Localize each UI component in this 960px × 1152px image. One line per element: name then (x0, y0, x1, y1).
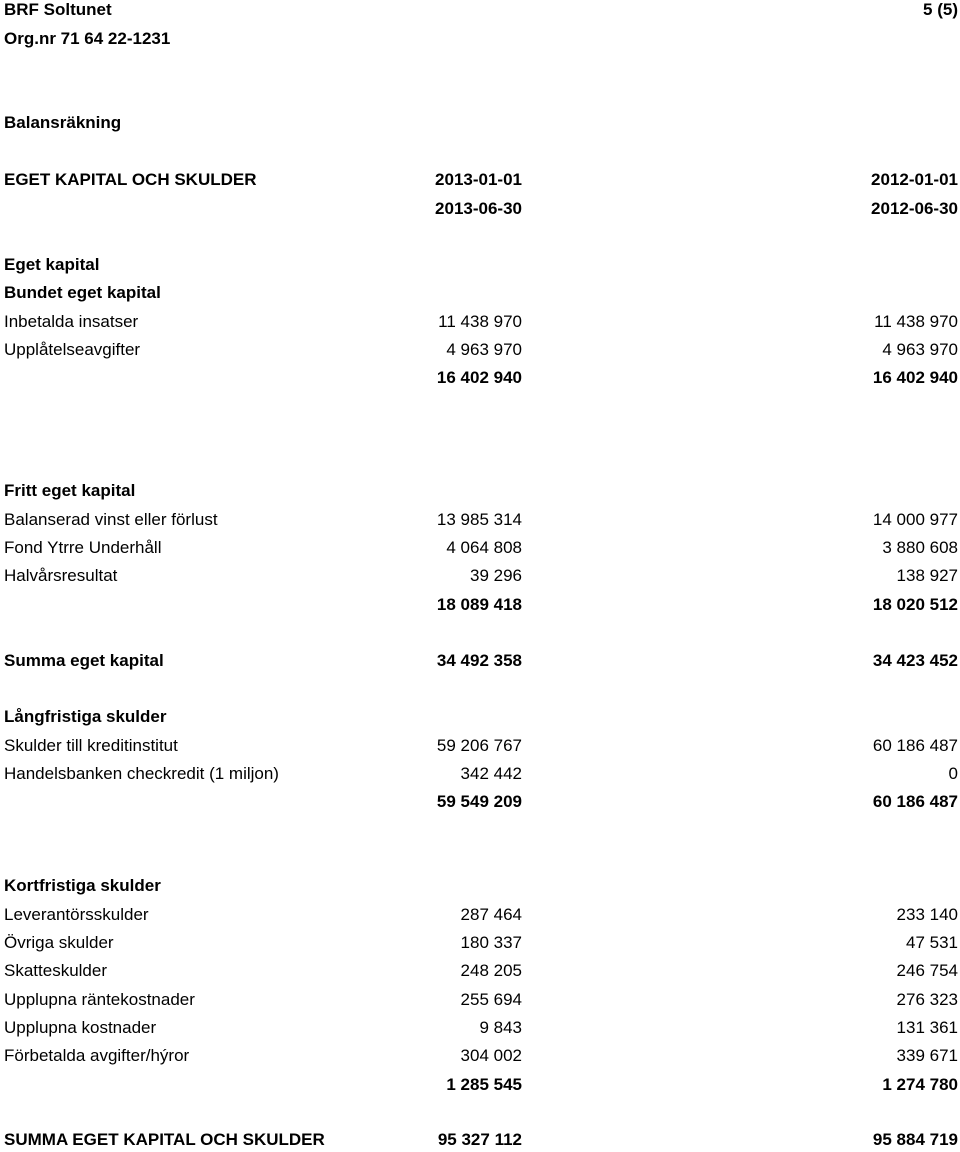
fritt-heading: Fritt eget kapital (4, 481, 136, 500)
row-label: Förbetalda avgifter/hýror (4, 1046, 190, 1065)
row-value-2012: 138 927 (896, 566, 958, 585)
row-label: Halvårsresultat (4, 566, 118, 585)
table-row (4, 734, 958, 758)
row-value-2013: 287 464 (460, 905, 522, 924)
period1-start: 2013-01-01 (435, 170, 522, 189)
row-value-2012: 0 (948, 764, 958, 783)
row-value-2013: 304 002 (460, 1046, 522, 1065)
column-header-row-2 (4, 197, 958, 221)
row-value-2012: 276 323 (896, 990, 958, 1009)
section-label: EGET KAPITAL OCH SKULDER (4, 170, 257, 189)
document-title: Balansräkning (4, 113, 122, 132)
subtotal-row (4, 593, 958, 617)
row-value-2012: 3 880 608 (882, 538, 958, 557)
table-row (4, 959, 958, 983)
row-value-2013: 180 337 (460, 933, 522, 952)
row-label: Balanserad vinst eller förlust (4, 510, 218, 529)
row-label: Upplåtelseavgifter (4, 340, 141, 359)
total-2012: 34 423 452 (872, 651, 958, 670)
org-number-line (4, 27, 958, 51)
row-value-2012: 14 000 977 (872, 510, 958, 529)
grand-total-label: SUMMA EGET KAPITAL OCH SKULDER (4, 1130, 325, 1149)
eget-kapital-heading: Eget kapital (4, 255, 100, 274)
summa-eget-kapital-row (4, 649, 958, 673)
row-label: Handelsbanken checkredit (1 miljon) (4, 764, 279, 783)
document-title-line (4, 111, 958, 135)
row-value-2012: 60 186 487 (872, 736, 958, 755)
row-label: Fond Ytrre Underhåll (4, 538, 162, 557)
subtotal-2013: 16 402 940 (436, 368, 522, 387)
subtotal-row (4, 366, 958, 390)
column-header-row (4, 168, 958, 192)
subsection-heading (4, 281, 958, 305)
subtotal-2013: 1 285 545 (446, 1075, 522, 1094)
table-row (4, 762, 958, 786)
row-label: Skatteskulder (4, 961, 107, 980)
row-value-2013: 13 985 314 (436, 510, 522, 529)
row-value-2012: 339 671 (896, 1046, 958, 1065)
total-2013: 34 492 358 (436, 651, 522, 670)
row-label: Skulder till kreditinstitut (4, 736, 178, 755)
section-heading (4, 705, 958, 729)
bundet-heading: Bundet eget kapital (4, 283, 161, 302)
grand-total-2013: 95 327 112 (437, 1130, 522, 1149)
period2-start: 2012-01-01 (871, 170, 958, 189)
table-row (4, 931, 958, 955)
row-label: Övriga skulder (4, 933, 114, 952)
subtotal-2012: 60 186 487 (872, 792, 958, 811)
table-row (4, 508, 958, 532)
row-value-2012: 131 361 (896, 1018, 958, 1037)
company-name: BRF Soltunet (4, 0, 112, 19)
section-heading (4, 874, 958, 898)
table-row (4, 988, 958, 1012)
subtotal-row (4, 1073, 958, 1097)
subtotal-2013: 59 549 209 (436, 792, 522, 811)
row-label: Upplupna kostnader (4, 1018, 157, 1037)
grand-total-2012: 95 884 719 (872, 1130, 958, 1149)
langfristiga-heading: Långfristiga skulder (4, 707, 167, 726)
table-row (4, 903, 958, 927)
row-value-2013: 4 963 970 (446, 340, 522, 359)
row-value-2013: 248 205 (460, 961, 522, 980)
row-value-2012: 11 438 970 (874, 312, 958, 331)
row-value-2013: 11 438 970 (438, 312, 522, 331)
table-row (4, 310, 958, 334)
period1-end: 2013-06-30 (435, 199, 522, 218)
subtotal-2012: 1 274 780 (882, 1075, 958, 1094)
row-value-2013: 4 064 808 (446, 538, 522, 557)
row-value-2013: 342 442 (460, 764, 522, 783)
page-header (4, 0, 958, 22)
row-value-2012: 4 963 970 (882, 340, 958, 359)
row-value-2013: 59 206 767 (436, 736, 522, 755)
row-label: Inbetalda insatser (4, 312, 139, 331)
grand-total-row (4, 1128, 958, 1152)
table-row (4, 1016, 958, 1040)
table-row (4, 338, 958, 362)
section-heading (4, 253, 958, 277)
row-value-2013: 9 843 (479, 1018, 522, 1037)
row-value-2013: 255 694 (460, 990, 522, 1009)
table-row (4, 536, 958, 560)
period2-end: 2012-06-30 (871, 199, 958, 218)
row-value-2012: 47 531 (906, 933, 958, 952)
subtotal-row (4, 790, 958, 814)
subtotal-2012: 16 402 940 (872, 368, 958, 387)
row-label: Leverantörsskulder (4, 905, 149, 924)
subsection-heading (4, 479, 958, 503)
row-value-2012: 246 754 (896, 961, 958, 980)
row-label: Upplupna räntekostnader (4, 990, 195, 1009)
table-row (4, 1044, 958, 1068)
table-row (4, 564, 958, 588)
row-value-2013: 39 296 (470, 566, 522, 585)
row-label: Summa eget kapital (4, 651, 164, 670)
page-number: 5 (5) (923, 0, 958, 19)
subtotal-2013: 18 089 418 (436, 595, 522, 614)
row-value-2012: 233 140 (896, 905, 958, 924)
org-number: Org.nr 71 64 22-1231 (4, 29, 171, 48)
subtotal-2012: 18 020 512 (872, 595, 958, 614)
kortfristiga-heading: Kortfristiga skulder (4, 876, 161, 895)
